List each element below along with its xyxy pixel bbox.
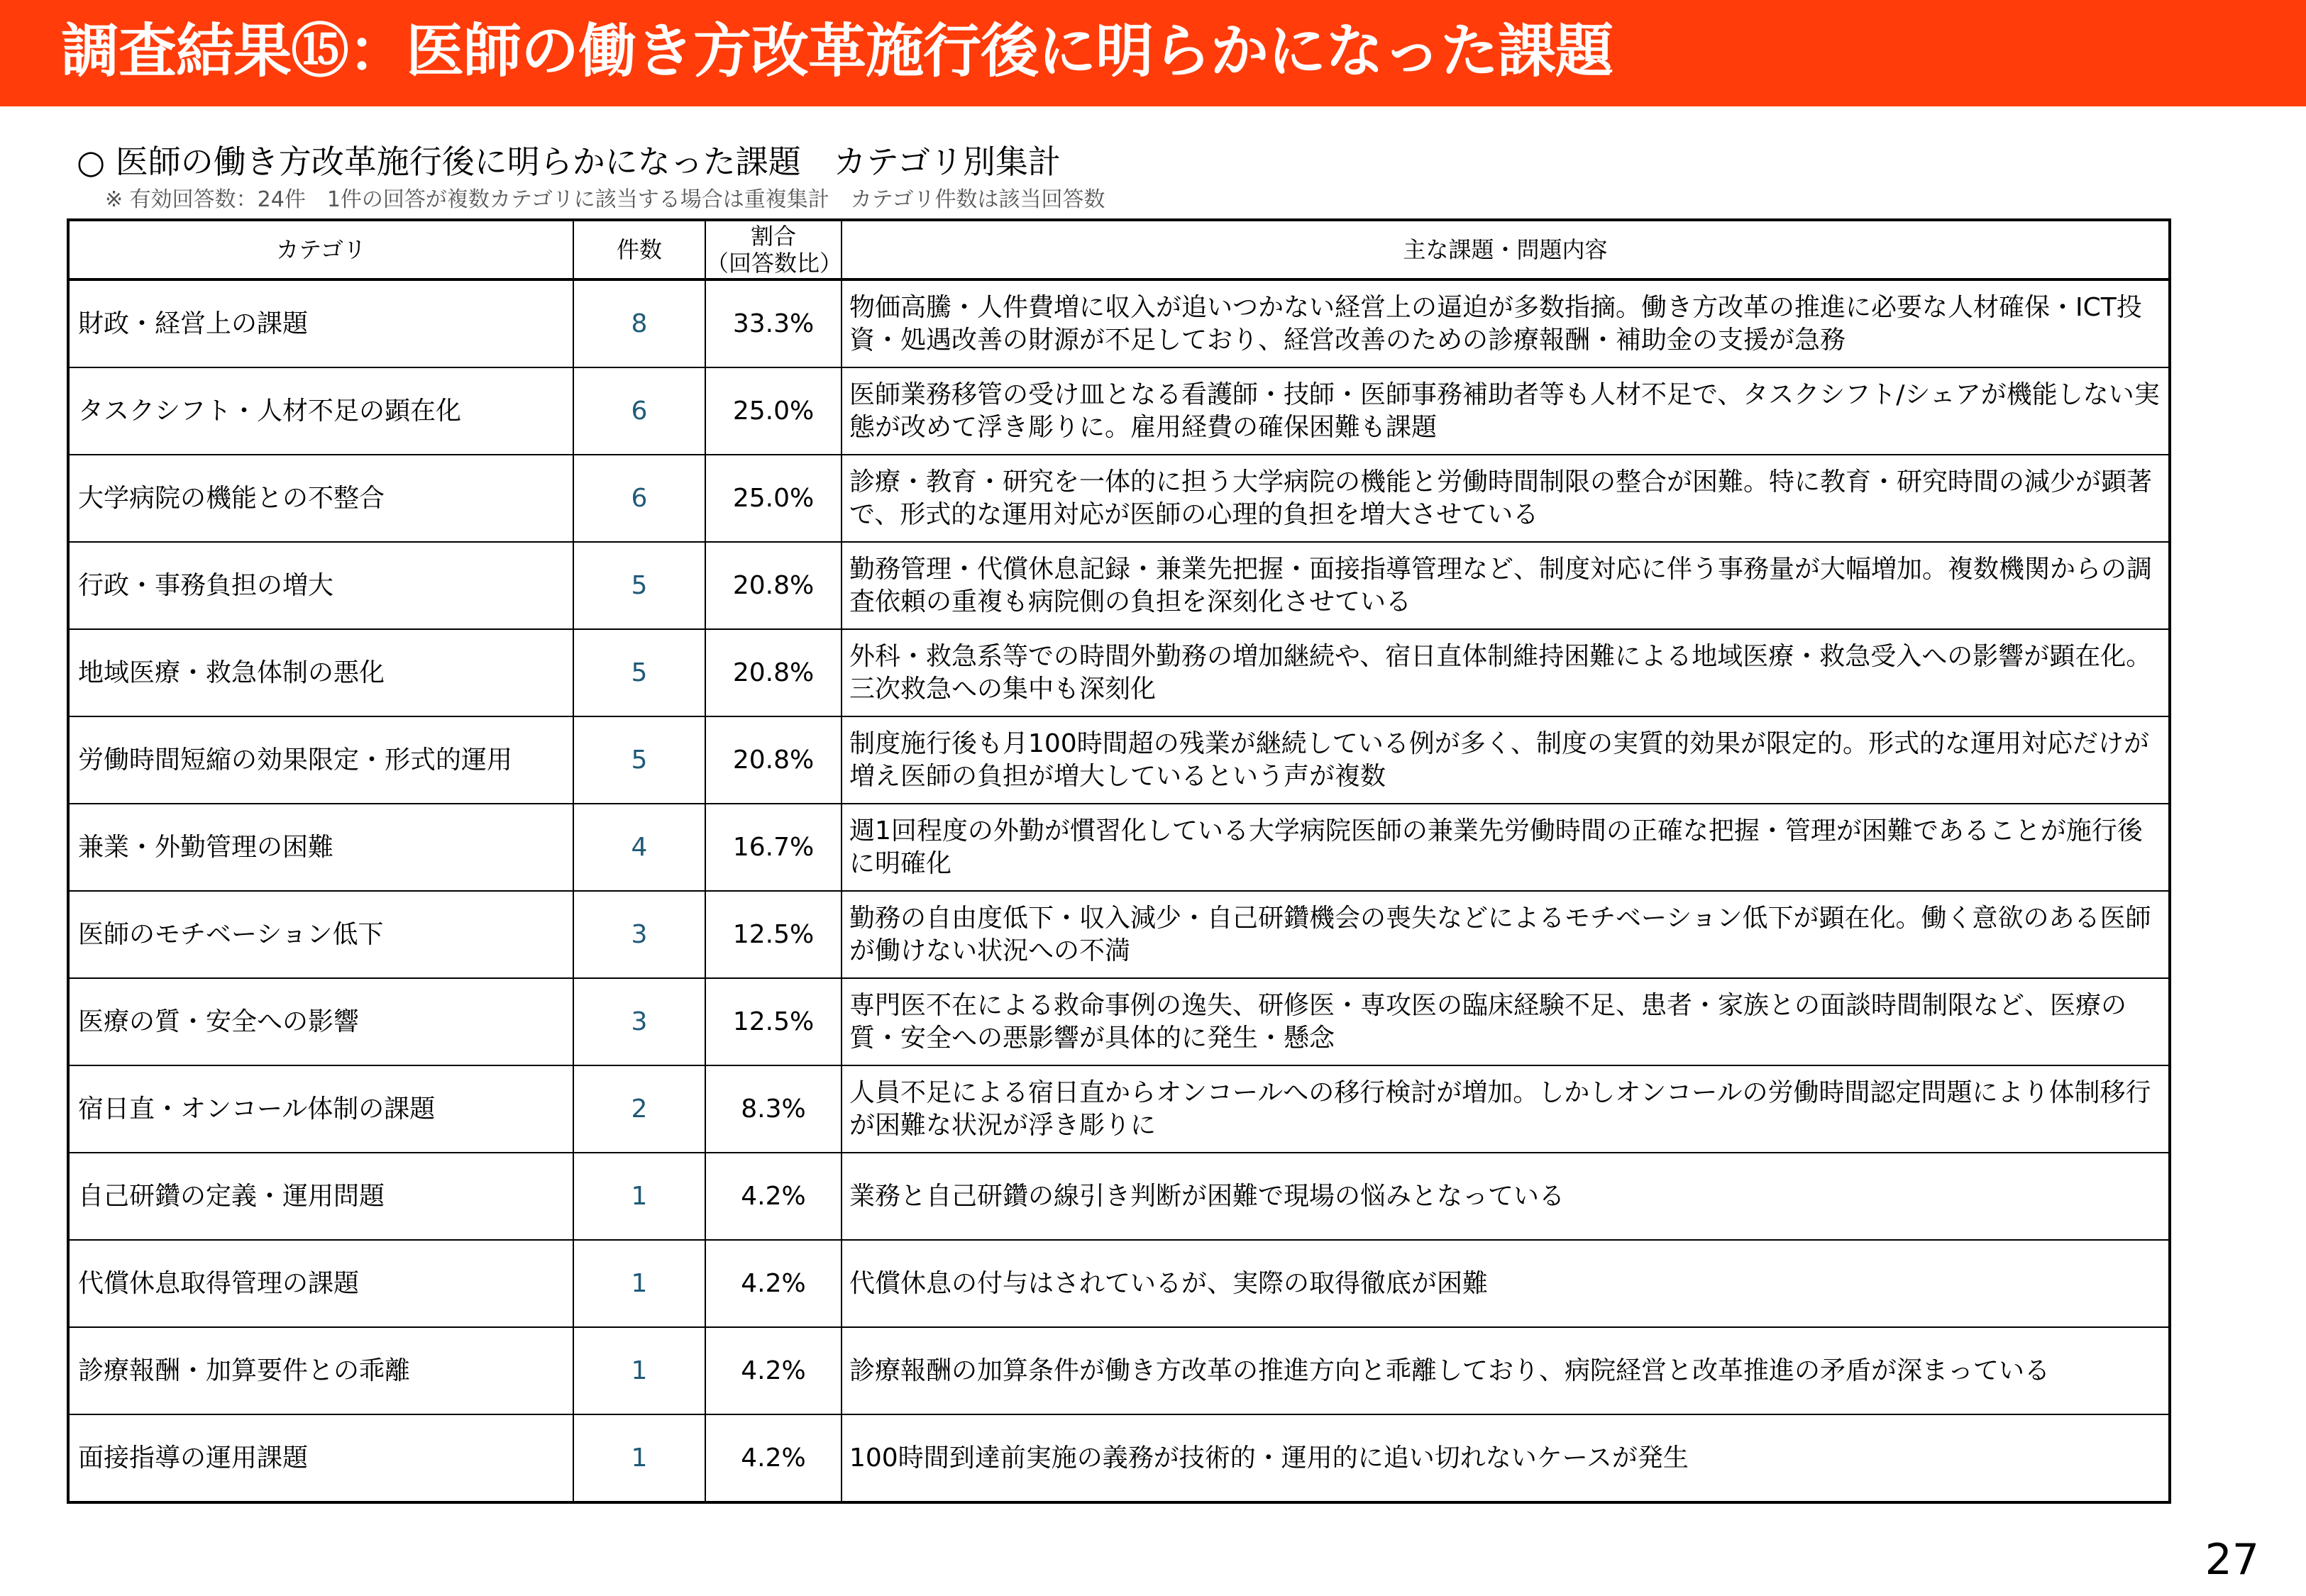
table-row — [68, 1327, 2170, 1414]
row-count: 1 — [573, 1327, 705, 1414]
table-row — [68, 1065, 2170, 1153]
page-number: 27 — [2205, 1535, 2259, 1585]
table-row — [68, 716, 2170, 804]
table-row — [68, 367, 2170, 455]
row-count: 3 — [573, 891, 705, 978]
table-row — [68, 279, 2170, 367]
header-ratio — [705, 220, 842, 279]
header-category: カテゴリ — [68, 220, 573, 279]
row-category: 面接指導の運用課題 — [68, 1414, 573, 1502]
row-count: 5 — [573, 629, 705, 716]
row-category: 大学病院の機能との不整合 — [68, 455, 573, 542]
row-issues: 物価高騰・人件費増に収入が追いつかない経営上の逼迫が多数指摘。働き方改革の推進に必要な人材確保・ICT投資・処遇改善の財源が不足しており、経営改善のための診療報酬・補助金の支援が急務 — [842, 279, 2170, 367]
row-count: 4 — [573, 804, 705, 891]
row-issues: 診療・教育・研究を一体的に担う大学病院の機能と労働時間制限の整合が困難。特に教育・研究時間の減少が顕著で、形式的な運用対応が医師の心理的負担を増大させている — [842, 455, 2170, 542]
row-category: タスクシフト・人材不足の顕在化 — [68, 367, 573, 455]
row-count: 8 — [573, 279, 705, 367]
row-ratio: 33.3% — [705, 279, 842, 367]
row-ratio: 25.0% — [705, 455, 842, 542]
row-category: 医療の質・安全への影響 — [68, 978, 573, 1065]
row-ratio: 8.3% — [705, 1065, 842, 1153]
title-bar — [0, 0, 2306, 106]
header-issues: 主な課題・問題内容 — [842, 220, 2170, 279]
row-category: 診療報酬・加算要件との乖離 — [68, 1327, 573, 1414]
table-row — [68, 1153, 2170, 1240]
row-ratio: 4.2% — [705, 1153, 842, 1240]
row-issues: 100時間到達前実施の義務が技術的・運用的に追い切れないケースが発生 — [842, 1414, 2170, 1502]
row-ratio: 20.8% — [705, 716, 842, 804]
row-issues: 診療報酬の加算条件が働き方改革の推進方向と乖離しており、病院経営と改革推進の矛盾が深まっている — [842, 1327, 2170, 1414]
row-category: 自己研鑽の定義・運用問題 — [68, 1153, 573, 1240]
row-issues: 勤務管理・代償休息記録・兼業先把握・面接指導管理など、制度対応に伴う事務量が大幅増加。複数機関からの調査依頼の重複も病院側の負担を深刻化させている — [842, 542, 2170, 629]
section-subtitle: ○ 医師の働き方改革施行後に明らかになった課題 カテゴリ別集計 — [77, 143, 1061, 181]
row-issues: 勤務の自由度低下・収入減少・自己研鑽機会の喪失などによるモチベーション低下が顕在化。働く意欲のある医師が働けない状況への不満 — [842, 891, 2170, 978]
row-category: 労働時間短縮の効果限定・形式的運用 — [68, 716, 573, 804]
row-ratio: 16.7% — [705, 804, 842, 891]
table-row — [68, 978, 2170, 1065]
row-issues: 制度施行後も月100時間超の残業が継続している例が多く、制度の実質的効果が限定的。形式的な運用対応だけが増え医師の負担が増大しているという声が複数 — [842, 716, 2170, 804]
results-table — [67, 218, 2171, 1504]
row-count: 1 — [573, 1240, 705, 1327]
row-issues: 業務と自己研鑽の線引き判断が困難で現場の悩みとなっている — [842, 1153, 2170, 1240]
row-ratio: 4.2% — [705, 1414, 842, 1502]
row-category: 代償休息取得管理の課題 — [68, 1240, 573, 1327]
header-ratio-line2: （回答数比） — [706, 250, 843, 277]
row-issues: 医師業務移管の受け皿となる看護師・技師・医師事務補助者等も人材不足で、タスクシフト/シェアが機能しない実態が改めて浮き彫りに。雇用経費の確保困難も課題 — [842, 367, 2170, 455]
header-ratio-line1: 割合 — [750, 223, 796, 250]
table-row — [68, 542, 2170, 629]
table-row — [68, 1414, 2170, 1502]
table-header-row — [68, 220, 2170, 279]
row-issues: 外科・救急系等での時間外勤務の増加継続や、宿日直体制維持困難による地域医療・救急受入への影響が顕在化。三次救急への集中も深刻化 — [842, 629, 2170, 716]
row-ratio: 20.8% — [705, 629, 842, 716]
row-count: 6 — [573, 455, 705, 542]
row-ratio: 12.5% — [705, 978, 842, 1065]
row-category: 行政・事務負担の増大 — [68, 542, 573, 629]
row-category: 兼業・外勤管理の困難 — [68, 804, 573, 891]
row-ratio: 4.2% — [705, 1240, 842, 1327]
row-ratio: 20.8% — [705, 542, 842, 629]
row-count: 3 — [573, 978, 705, 1065]
row-category: 医師のモチベーション低下 — [68, 891, 573, 978]
header-count: 件数 — [573, 220, 705, 279]
row-ratio: 12.5% — [705, 891, 842, 978]
row-category: 財政・経営上の課題 — [68, 279, 573, 367]
table-row — [68, 629, 2170, 716]
row-issues: 週1回程度の外勤が慣習化している大学病院医師の兼業先労働時間の正確な把握・管理が困難であることが施行後に明確化 — [842, 804, 2170, 891]
row-issues: 専門医不在による救命事例の逸失、研修医・専攻医の臨床経験不足、患者・家族との面談時間制限など、医療の質・安全への悪影響が具体的に発生・懸念 — [842, 978, 2170, 1065]
row-count: 1 — [573, 1153, 705, 1240]
table-row — [68, 804, 2170, 891]
row-issues: 人員不足による宿日直からオンコールへの移行検討が増加。しかしオンコールの労働時間認定問題により体制移行が困難な状況が浮き彫りに — [842, 1065, 2170, 1153]
row-category: 宿日直・オンコール体制の課題 — [68, 1065, 573, 1153]
row-ratio: 4.2% — [705, 1327, 842, 1414]
table-row — [68, 1240, 2170, 1327]
table-row — [68, 891, 2170, 978]
row-category: 地域医療・救急体制の悪化 — [68, 629, 573, 716]
row-count: 6 — [573, 367, 705, 455]
section-note: ※ 有効回答数：24件 1件の回答が複数カテゴリに該当する場合は重複集計 カテゴリ件数は該当回答数 — [105, 187, 1105, 212]
row-issues: 代償休息の付与はされているが、実際の取得徹底が困難 — [842, 1240, 2170, 1327]
row-ratio: 25.0% — [705, 367, 842, 455]
page-title: 調査結果⑮：医師の働き方改革施行後に明らかになった課題 — [61, 18, 1613, 85]
row-count: 1 — [573, 1414, 705, 1502]
row-count: 5 — [573, 716, 705, 804]
table-row — [68, 455, 2170, 542]
row-count: 5 — [573, 542, 705, 629]
row-count: 2 — [573, 1065, 705, 1153]
